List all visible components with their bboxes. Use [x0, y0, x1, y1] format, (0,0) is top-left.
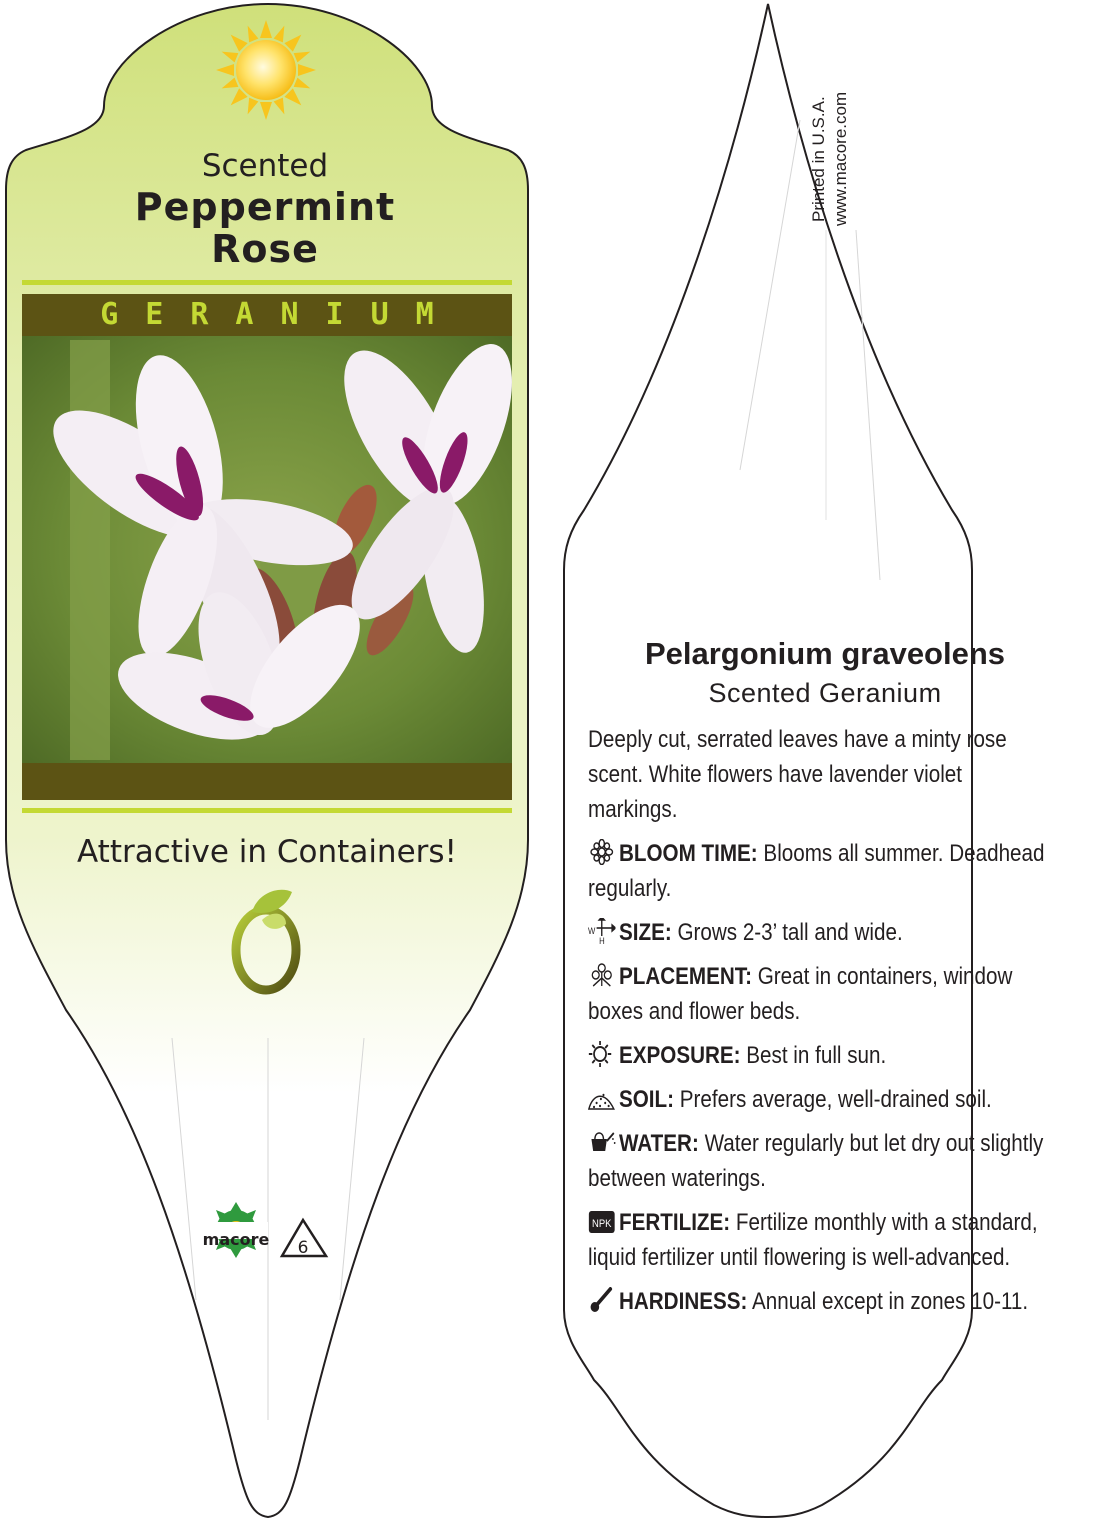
npk-text: NPK [592, 1218, 612, 1231]
care-label: SOIL: [618, 1086, 674, 1113]
care-instructions [588, 722, 1058, 1319]
soil-icon [588, 1085, 616, 1111]
care-text: Water regularly but let dry out slightly between waterings. [588, 1130, 1044, 1192]
tagline: Attractive in Containers! [77, 834, 457, 870]
care-text: Fertilize monthly with a standard, liquid fertilizer until flowering is well-advanced. [588, 1209, 1038, 1271]
sun-exposure-icon [588, 1041, 616, 1067]
care-placement [588, 959, 1057, 1029]
care-label: HARDINESS: [618, 1288, 748, 1315]
care-exposure [588, 1038, 1057, 1073]
care-fertilize [588, 1205, 1057, 1275]
placement-icon [588, 962, 616, 988]
variety-name-line2: Rose [211, 227, 319, 271]
size-w-letter: W [588, 925, 596, 937]
care-text: Prefers average, well-drained soil. [674, 1086, 992, 1113]
flower-photo [22, 333, 530, 800]
front-rule-top [22, 280, 512, 285]
printed-in-usa: Printed in U.S.A. [809, 96, 828, 222]
care-water [588, 1126, 1057, 1196]
macore-wordmark: macore [202, 1230, 270, 1249]
thermometer-icon [588, 1287, 616, 1313]
website-url: www.macore.com [831, 91, 850, 226]
care-label: BLOOM TIME: [618, 840, 758, 867]
care-text: Annual except in zones 10-11. [747, 1288, 1029, 1315]
care-label: WATER: [618, 1130, 699, 1157]
care-text: Grows 2-3’ tall and wide. [671, 919, 903, 946]
care-soil [588, 1082, 1057, 1117]
front-rule-bottom [22, 808, 512, 813]
watering-can-icon [588, 1129, 616, 1155]
plant-description: Deeply cut, serrated leaves have a minty rose scent. White flowers have lavender violet markings. [588, 726, 1007, 823]
genus-band [22, 294, 512, 336]
care-size [588, 915, 1057, 950]
variety-name-line1: Peppermint [134, 185, 396, 229]
care-hardiness [588, 1284, 1057, 1319]
care-label: FERTILIZE: [618, 1209, 731, 1236]
description-wrap [588, 722, 1057, 1319]
size-icon [588, 918, 616, 944]
variety-prefix: Scented [201, 148, 329, 184]
care-label: EXPOSURE: [618, 1042, 741, 1069]
care-text: Best in full sun. [740, 1042, 887, 1069]
botanical-name: Pelargonium graveolens [644, 636, 1006, 671]
recycle-code: 6 [297, 1238, 309, 1258]
care-label: SIZE: [618, 919, 672, 946]
size-h-letter: H [599, 935, 605, 944]
genus-label: GERANIUM [100, 297, 461, 332]
care-label: PLACEMENT: [618, 963, 752, 990]
npk-icon [588, 1208, 616, 1234]
care-text: Blooms all summer. Deadhead regularly. [588, 840, 1045, 902]
common-name: Scented Geranium [708, 678, 942, 708]
bloom-icon [588, 839, 616, 865]
care-text: Great in containers, window boxes and flower beds. [588, 963, 1013, 1025]
care-bloom-time [588, 836, 1057, 906]
